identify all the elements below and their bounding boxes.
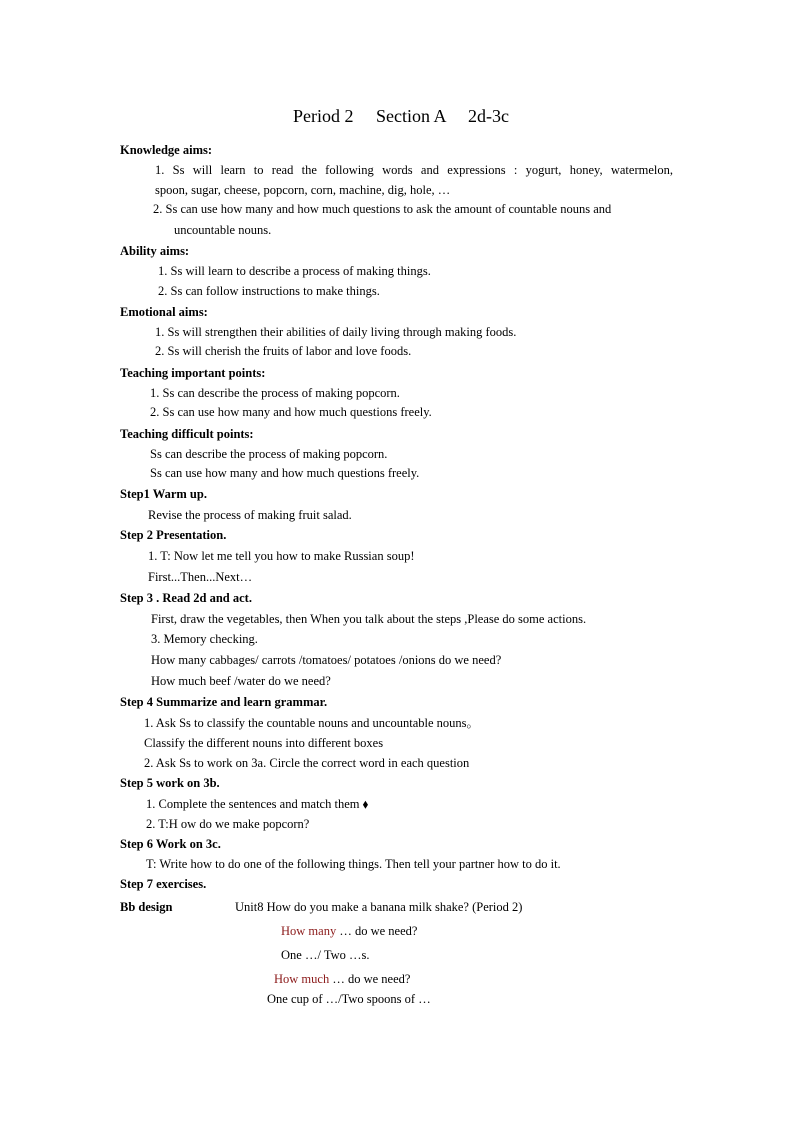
step2-heading: Step 2 Presentation.	[120, 528, 227, 542]
knowledge-aims-heading: Knowledge aims:	[120, 143, 213, 157]
step6-item: T: Write how to do one of the following things. Then tell your partner how to do it.	[146, 857, 561, 871]
step1-heading: Step1 Warm up.	[120, 487, 207, 501]
emotional-aims-heading: Emotional aims:	[120, 305, 208, 319]
step4-item: 2. Ask Ss to work on 3a. Circle the correct word in each question	[144, 756, 470, 770]
step4-item: Classify the different nouns into different boxes	[144, 736, 384, 750]
step2-item: 1. T: Now let me tell you how to make Russian soup!	[148, 549, 415, 563]
step2-item: First...Then...Next…	[148, 570, 253, 584]
bb-answer-uncountable: One cup of …/Two spoons of …	[267, 992, 431, 1006]
difficult-item: Ss can describe the process of making popcorn.	[150, 447, 388, 461]
step3-item: First, draw the vegetables, then When you talk about the steps ,Please do some actions.	[151, 612, 587, 626]
bb-how-much-highlight: How much	[274, 972, 330, 986]
bb-design-title: Unit8 How do you make a banana milk shake? (Period 2)	[235, 900, 523, 914]
bb-how-much-rest: … do we need?	[329, 972, 411, 986]
page-title: Period 2 Section A 2d-3c	[293, 106, 509, 126]
bb-answer-countable: One …/ Two …s.	[281, 948, 370, 962]
emotional-item: 2. Ss will cherish the fruits of labor and love foods.	[155, 344, 412, 358]
emotional-item: 1. Ss will strengthen their abilities of daily living through making foods.	[155, 325, 517, 339]
bb-question-how-much	[274, 971, 410, 987]
knowledge-item-2-line-2: uncountable nouns.	[174, 223, 272, 237]
bb-design-label: Bb design	[120, 900, 173, 914]
step3-item: How many cabbages/ carrots /tomatoes/ potatoes /onions do we need?	[151, 653, 502, 667]
important-item: 1. Ss can describe the process of making popcorn.	[150, 386, 400, 400]
step5-heading: Step 5 work on 3b.	[120, 776, 220, 790]
step7-heading: Step 7 exercises.	[120, 877, 207, 891]
step4-heading: Step 4 Summarize and learn grammar.	[120, 695, 328, 709]
important-points-heading: Teaching important points:	[120, 366, 266, 380]
step1-item: Revise the process of making fruit salad.	[148, 508, 352, 522]
step3-item: 3. Memory checking.	[151, 632, 258, 646]
bb-how-many-highlight: How many	[281, 924, 337, 938]
step6-heading: Step 6 Work on 3c.	[120, 837, 221, 851]
ability-item: 2. Ss can follow instructions to make things.	[158, 284, 380, 298]
ability-item: 1. Ss will learn to describe a process of making things.	[158, 264, 431, 278]
step4-item: 1. Ask Ss to classify the countable nouns and uncountable nouns。	[144, 716, 480, 730]
knowledge-item-2-line-1: 2. Ss can use how many and how much questions to ask the amount of countable nouns and	[153, 202, 612, 216]
step5-item: 2. T:H ow do we make popcorn?	[146, 817, 310, 831]
bb-how-many-rest: … do we need?	[336, 924, 418, 938]
ability-aims-heading: Ability aims:	[120, 244, 190, 258]
knowledge-item-1-line-2: spoon, sugar, cheese, popcorn, corn, machine, dig, hole, …	[155, 183, 451, 197]
difficult-points-heading: Teaching difficult points:	[120, 427, 254, 441]
difficult-item: Ss can use how many and how much questions freely.	[150, 466, 420, 480]
important-item: 2. Ss can use how many and how much questions freely.	[150, 405, 432, 419]
bb-question-how-many	[281, 923, 417, 939]
knowledge-item-1-line-1: 1. Ss will learn to read the following words and expressions : yogurt, honey, watermelon,	[155, 163, 673, 177]
step3-item: How much beef /water do we need?	[151, 674, 331, 688]
step5-item: 1. Complete the sentences and match them ⬧	[146, 797, 369, 811]
step3-heading: Step 3 . Read 2d and act.	[120, 591, 252, 605]
